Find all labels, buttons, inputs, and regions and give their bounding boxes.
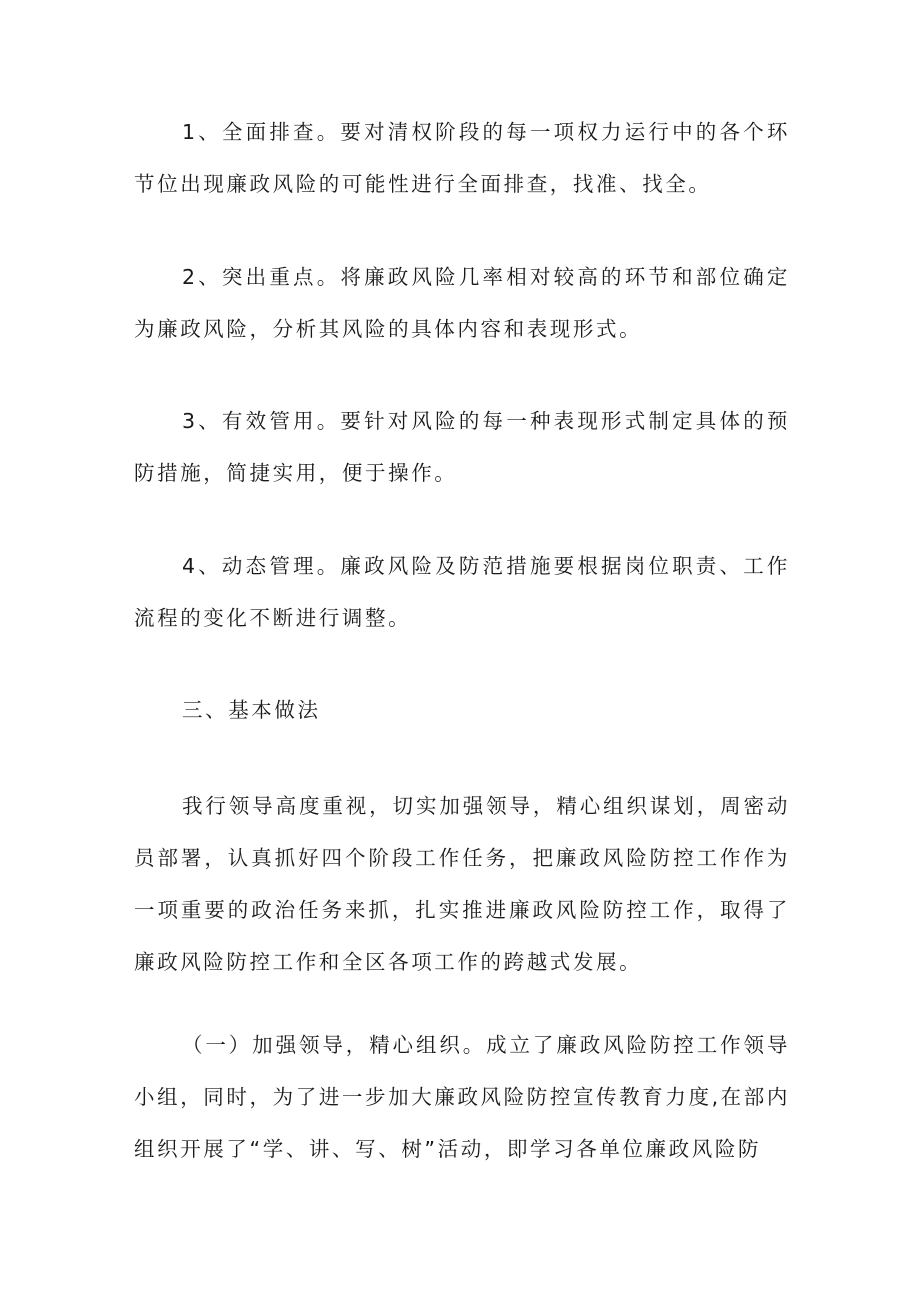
paragraph-item-3: 3、有效管用。要针对风险的每一种表现形式制定具体的预防措施，简捷实用，便于操作。 [134,409,790,485]
paragraph-item-2: 2、突出重点。将廉政风险几率相对较高的环节和部位确定为廉政风险，分析其风险的具体内容和表现形式。 [134,265,790,341]
paragraph-item-1: 1、全面排查。要对清权阶段的每一项权力运行中的各个环节位出现廉政风险的可能性进行全面排查，找准、找全。 [134,120,790,196]
body-paragraph-leadership: （一）加强领导，精心组织。成立了廉政风险防控工作领导小组，同时，为了进一步加大廉政风险防控宣传教育力度,在部内组织开展了“学、讲、写、树”活动，即学习各单位廉政风险防 [134,1033,790,1161]
paragraph-item-4: 4、动态管理。廉政风险及防范措施要根据岗位职责、工作流程的变化不断进行调整。 [134,554,790,630]
body-paragraph-practice: 我行领导高度重视，切实加强领导，精心组织谋划，周密动员部署，认真抓好四个阶段工作任务，把廉政风险防控工作作为一项重要的政治任务来抓，扎实推进廉政风险防控工作，取得了廉政风险防控工作和全区各项工作的跨越式发展。 [134,794,790,974]
section-heading: 三、基本做法 [182,698,321,722]
